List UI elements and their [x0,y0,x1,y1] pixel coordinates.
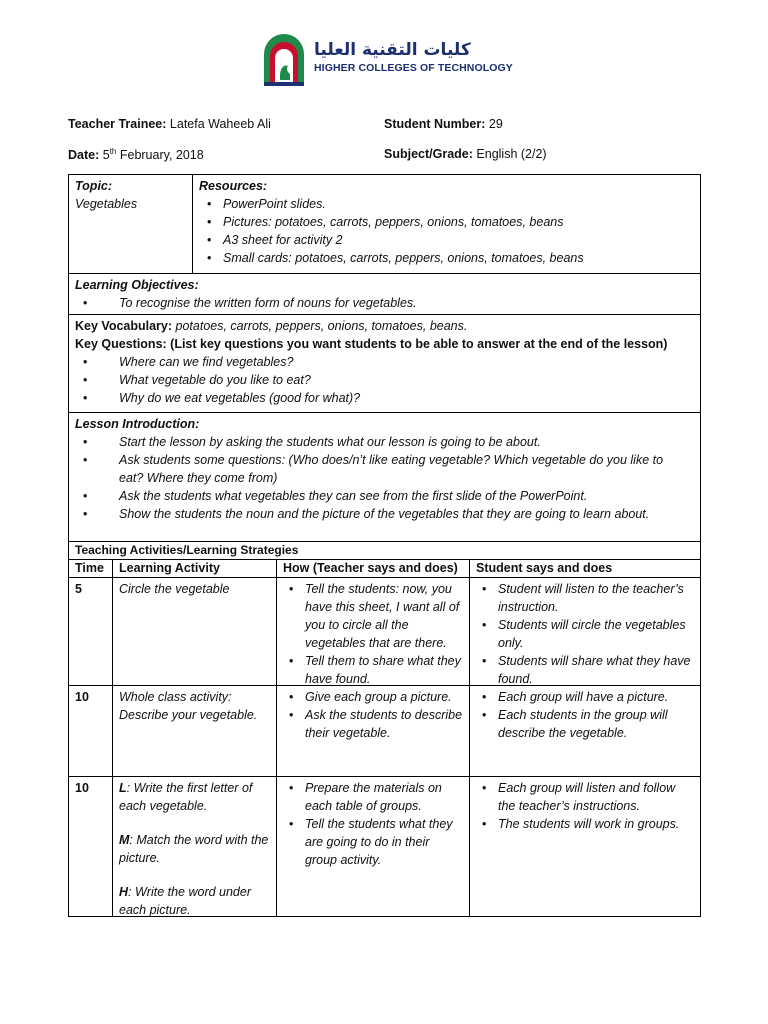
objectives-cell [69,274,700,314]
question-item: • Why do we eat vegetables (good for what)? [75,389,694,407]
vocabulary-cell [69,315,700,409]
row2-teacher [277,686,469,744]
row3-teacher [277,777,469,871]
questions-label: Key Questions: (List key questions you want students to be able to answer at the end of the lesson) [75,337,668,351]
date-day: 5 [102,148,110,163]
student-step: • Students will circle the vegetables only. [476,616,694,652]
student-number-line [384,117,503,131]
intro-label: Lesson Introduction: [75,417,200,431]
college-logo [262,30,513,90]
intro-item: • Ask the students what vegetables they can see from the first slide of the PowerPoint. [75,487,670,505]
date-label: Date: [68,148,100,163]
introduction-cell [69,413,700,525]
logo-emblem-icon [262,32,306,88]
activity-line: Whole class activity: [119,690,232,704]
topic-label: Topic: [75,179,113,193]
teacher-step: • Tell the students: now, you have this sheet, I want all of you to circle all the vegetables that are there. [283,580,463,652]
subject-label: Subject/Grade: [384,147,473,161]
student-step: • Each students in the group will describe the vegetable. [476,706,694,742]
question-item: • Where can we find vegetables? [75,353,694,371]
row2-student [470,686,700,744]
teacher-step: • Tell them to share what they have found. [283,652,463,688]
row2-time: 10 [75,690,89,704]
resource-item: • PowerPoint slides. [199,195,694,213]
header-teacher: How (Teacher says and does) [283,561,458,575]
student-step: • Each group will have a picture. [476,688,694,706]
resource-item: • A3 sheet for activity 2 [199,231,694,249]
part-text: : Write the word under each picture. [119,885,251,917]
topic-cell [69,175,192,215]
row1-student [470,578,700,690]
date-rest: February, 2018 [119,148,204,163]
student-number-label: Student Number: [384,117,486,131]
resources-cell [193,175,700,269]
logo-arabic-text: كليات التقنية العليا [314,40,471,60]
intro-item: • Show the students the noun and the picture of the vegetables that they are going to learn about. [75,505,670,523]
resource-item: • Pictures: potatoes, carrots, peppers, onions, tomatoes, beans [199,213,694,231]
student-step: • Student will listen to the teacher’s instruction. [476,580,694,616]
part-key: H [119,885,129,899]
resource-item: • Small cards: potatoes, carrots, peppers, onions, tomatoes, beans [199,249,694,267]
vocab-value: potatoes, carrots, peppers, onions, tomatoes, beans. [175,319,468,333]
part-key: M [119,833,130,847]
header-time: Time [75,561,104,575]
activities-title [69,541,700,561]
intro-item: • Ask students some questions: (Who does/n’t like eating vegetable? Which vegetable do you like to eat? Where they come from) [75,451,670,487]
question-item: • What vegetable do you like to eat? [75,371,694,389]
row3-student [470,777,700,835]
resources-label: Resources: [199,179,268,193]
student-number-value: 29 [488,117,503,131]
row1-teacher [277,578,469,690]
header-student: Student says and does [476,561,613,575]
part-text: : Match the word with the picture. [119,833,269,865]
row2-activity [113,686,276,726]
part-key: L [119,781,127,795]
student-step: • Students will share what they have found. [476,652,694,688]
trainee-label: Teacher Trainee: [68,117,167,131]
date-sup: th [109,147,117,156]
vocab-label: Key Vocabulary: [75,319,173,333]
objective-item: • To recognise the written form of nouns for vegetables. [75,294,694,312]
row3-time: 10 [75,781,89,795]
teacher-step: • Tell the students what they are going to do in their group activity. [283,815,463,869]
objectives-label: Learning Objectives: [75,278,199,292]
activity-line: Describe your vegetable. [119,708,258,722]
logo-english-text: HIGHER COLLEGES OF TECHNOLOGY [314,62,513,74]
activities-title-text: Teaching Activities/Learning Strategies [75,543,299,557]
intro-item: • Start the lesson by asking the students what our lesson is going to be about. [75,433,670,451]
subject-line [384,147,547,161]
topic-value: Vegetables [75,197,138,211]
header-learning-activity: Learning Activity [119,561,220,575]
teacher-step: • Ask the students to describe their vegetable. [283,706,463,742]
date-line [68,147,204,162]
row3-activity [113,777,276,921]
part-text: : Write the first letter of each vegetable. [119,781,253,813]
row1-time: 5 [75,582,82,596]
student-step: • The students will work in groups. [476,815,694,833]
row1-activity: Circle the vegetable [119,582,230,596]
subject-value: English (2/2) [476,147,547,161]
trainee-value: Latefa Waheeb Ali [169,117,271,131]
teacher-step: • Prepare the materials on each table of groups. [283,779,463,815]
teacher-step: • Give each group a picture. [283,688,463,706]
student-step: • Each group will listen and follow the teacher’s instructions. [476,779,694,815]
trainee-line [68,117,271,131]
